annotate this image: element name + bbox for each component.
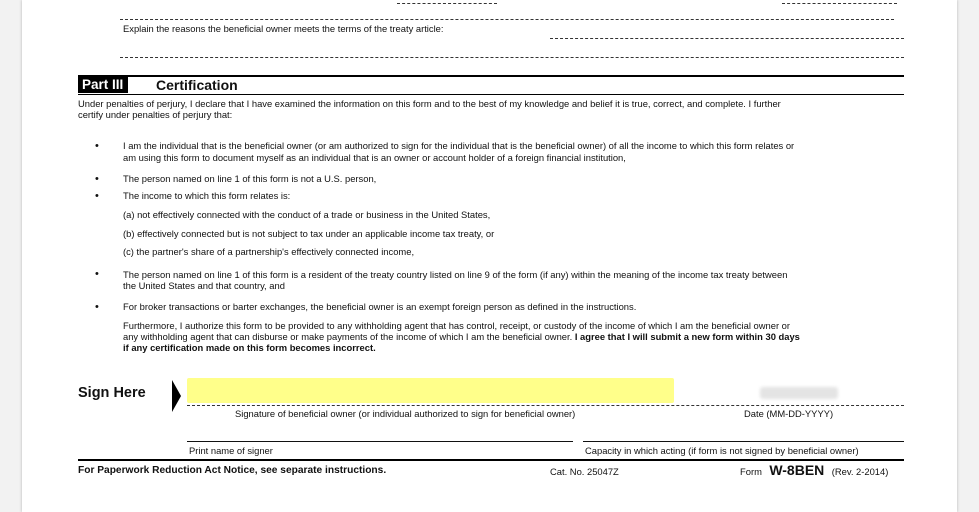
bullet-icon: • — [95, 173, 99, 185]
sign-arrow-icon — [172, 380, 181, 412]
intro-line-2: certify under penalties of perjury that: — [78, 109, 233, 120]
capacity-line[interactable] — [583, 441, 904, 442]
top-dash-line-3 — [120, 19, 894, 20]
capacity-caption: Capacity in which acting (if form is not signed by beneficial owner) — [585, 445, 859, 456]
part-tag: Part III — [78, 77, 128, 93]
bullet-icon: • — [95, 140, 99, 152]
top-dash-line-2 — [782, 3, 897, 4]
furthermore-line-2 — [123, 331, 800, 342]
form-name: W-8BEN — [769, 462, 825, 478]
explain-input-line-2[interactable] — [120, 57, 904, 58]
cat-no: Cat. No. 25047Z — [550, 466, 619, 477]
paperwork-notice: For Paperwork Reduction Act Notice, see separate instructions. — [78, 465, 387, 476]
bullet-icon: • — [95, 190, 99, 202]
top-dash-line-1 — [397, 3, 497, 4]
form-id — [740, 462, 888, 480]
footer-rule — [78, 459, 904, 461]
form-rev: (Rev. 2-2014) — [831, 466, 889, 477]
form-page — [22, 0, 957, 512]
form-label: Form — [740, 466, 762, 477]
bullet-1-line-1: I am the individual that is the beneficial owner (or am authorized to sign for the individual that is the beneficial owner) of all the income to which this form relates or — [123, 140, 795, 151]
bullet-3-c: (c) the partner's share of a partnership's effectively connected income, — [123, 246, 415, 257]
bullet-4-line-2: the United States and that country, and — [123, 280, 285, 291]
part-title: Certification — [156, 77, 238, 93]
furthermore-line-3: if any certification made on this form becomes incorrect. — [123, 342, 376, 353]
explain-input-line[interactable] — [550, 38, 904, 39]
explain-label: Explain the reasons the beneficial owner meets the terms of the treaty article: — [123, 23, 444, 34]
bullet-3: The income to which this form relates is: — [123, 190, 291, 201]
intro-line-1: Under penalties of perjury, I declare that I have examined the information on this form and to the best of my knowledge and belief it is true, correct, and complete. I further — [78, 98, 781, 109]
date-caption: Date (MM-DD-YYYY) — [744, 408, 834, 419]
furthermore-line-1: Furthermore, I authorize this form to be provided to any withholding agent that has control, receipt, or custody of the income of which I am the beneficial owner or — [123, 320, 791, 331]
bullet-icon: • — [95, 301, 99, 313]
signature-caption: Signature of beneficial owner (or individual authorized to sign for beneficial owner) — [235, 408, 576, 419]
bullet-1-line-2: am using this form to document myself as an individual that is an owner or account holder of a foreign financial institution, — [123, 152, 626, 163]
furthermore-line-2-bold: I agree that I will submit a new form within 30 days — [574, 331, 800, 342]
date-value-redacted — [760, 387, 838, 399]
bullet-2: The person named on line 1 of this form is not a U.S. person, — [123, 173, 377, 184]
part-bottom-rule — [78, 94, 904, 95]
bullet-5: For broker transactions or barter exchanges, the beneficial owner is an exempt foreign person as defined in the instructions. — [123, 301, 637, 312]
bullet-3-a: (a) not effectively connected with the conduct of a trade or business in the United States, — [123, 209, 491, 220]
print-name-caption: Print name of signer — [189, 445, 273, 456]
sign-here-label: Sign Here — [78, 385, 146, 401]
furthermore-line-2-text: any withholding agent that can disburse or make payments of the income of which I am the beneficial owner. — [123, 331, 573, 342]
bullet-icon: • — [95, 268, 99, 280]
bullet-3-b: (b) effectively connected but is not subject to tax under an applicable income tax treaty, or — [123, 228, 495, 239]
print-name-line[interactable] — [187, 441, 573, 442]
signature-field[interactable] — [187, 378, 674, 403]
bullet-4-line-1: The person named on line 1 of this form is a resident of the treaty country listed on line 9 of the form (if any) within the meaning of the income tax treaty between — [123, 269, 788, 280]
signature-line — [187, 405, 904, 406]
